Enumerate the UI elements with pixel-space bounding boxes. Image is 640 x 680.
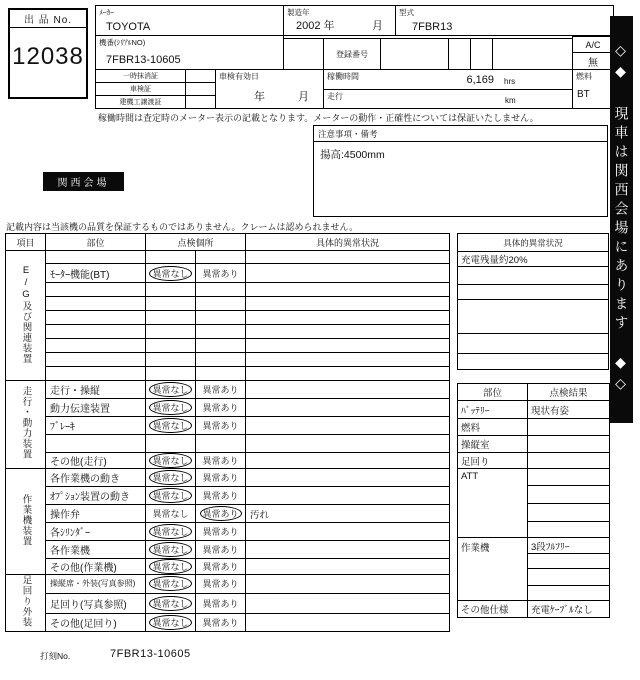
check-ng: 異常あり xyxy=(196,593,246,613)
table-row xyxy=(6,593,450,613)
selected-mark: 異常なし xyxy=(149,266,191,281)
table-row xyxy=(6,283,450,297)
hours-row xyxy=(324,70,572,90)
col-item: 項目 xyxy=(6,234,46,251)
venue-badge: 関西会場 xyxy=(43,172,124,191)
cert-row-2: 車検証 xyxy=(95,82,186,96)
model-value: 7FBR13 xyxy=(412,21,453,33)
table-row xyxy=(458,601,610,618)
table-row xyxy=(6,559,450,575)
table-row xyxy=(6,297,450,311)
certificates-block xyxy=(95,69,216,109)
result-value xyxy=(528,436,610,453)
table-row xyxy=(458,401,610,419)
table-row xyxy=(6,541,450,559)
check-ng: 異常あり xyxy=(196,381,246,399)
maker-value: TOYOTA xyxy=(106,21,151,33)
part-name: ﾌﾞﾚｰｷ xyxy=(46,417,146,435)
table-row xyxy=(6,353,450,367)
selected-mark: 異常なし xyxy=(149,559,191,574)
check-ng xyxy=(196,505,246,523)
detail xyxy=(246,381,450,399)
selected-mark: 異常なし xyxy=(149,488,191,503)
cert-value-3 xyxy=(185,95,216,109)
empty-cell xyxy=(283,38,324,70)
venue-banner xyxy=(610,16,633,423)
part-name: 作業機 xyxy=(458,538,528,601)
result-value xyxy=(528,469,610,486)
part-name: 各ｼﾘﾝﾀﾞｰ xyxy=(46,523,146,541)
abnormality-panel-title: 具体的異常状況 xyxy=(458,234,608,252)
result-value xyxy=(528,453,610,469)
selected-mark: 異常あり xyxy=(200,506,242,521)
abnormality-entry xyxy=(458,285,608,300)
abnormality-entry xyxy=(458,334,608,354)
table-row xyxy=(458,419,610,436)
part-name: 足回り xyxy=(458,453,528,469)
result-value xyxy=(528,586,610,601)
detail: 汚れ xyxy=(246,505,450,523)
hours-unit: hrs xyxy=(504,77,516,86)
meter-note: 稼働時間は査定時のメーター表示の記載となります。メーターの動作・正確性については保証いたしません。 xyxy=(98,113,539,123)
serial-cell xyxy=(95,35,284,70)
check-ok xyxy=(146,487,196,505)
part-name: 走行・操縦 xyxy=(46,381,146,399)
remarks-value: 揚高:4500mm xyxy=(320,149,385,161)
check-ng: 異常あり xyxy=(196,417,246,435)
part-name: 各作業機の動き xyxy=(46,469,146,487)
shaken-cell xyxy=(215,69,324,109)
check-ng: 異常あり xyxy=(196,453,246,469)
detail xyxy=(246,417,450,435)
fuel-value: BT xyxy=(577,89,590,100)
part-name: ATT xyxy=(458,469,528,538)
col-result: 点検結果 xyxy=(528,384,610,401)
group-label-eg: E/G及び関連装置 xyxy=(6,251,46,381)
detail xyxy=(246,469,450,487)
table-row xyxy=(6,264,450,283)
check-ok xyxy=(146,541,196,559)
disclaimer-note: 記載内容は当該機の品質を保証するものではありません。クレームは認められません。 xyxy=(6,222,359,232)
maker-cell xyxy=(95,5,284,36)
selected-mark: 異常なし xyxy=(149,615,191,630)
empty-cell xyxy=(380,38,449,70)
mfg-month-value: 月 xyxy=(372,20,383,32)
fuel-cell xyxy=(572,69,614,109)
table-row xyxy=(6,613,450,631)
check-ok xyxy=(146,613,196,631)
result-value: 3段ﾌﾙﾌﾘｰ xyxy=(528,538,610,554)
col-point: 点検個所 xyxy=(146,234,246,251)
selected-mark: 異常なし xyxy=(149,596,191,611)
ac-value: 無 xyxy=(588,57,598,69)
table-row xyxy=(6,435,450,453)
table-row xyxy=(6,311,450,325)
abnormality-entry: 充電残量約20% xyxy=(458,252,608,267)
selected-mark: 異常なし xyxy=(149,542,191,557)
result-value: 充電ｹｰﾌﾞﾙなし xyxy=(528,601,610,618)
part-name: 操作弁 xyxy=(46,505,146,523)
abnormality-entry xyxy=(458,267,608,285)
model-cell xyxy=(395,5,614,36)
mfg-year-value: 2002 年 xyxy=(296,20,335,32)
selected-mark: 異常なし xyxy=(149,382,191,397)
fuel-label: 燃料 xyxy=(576,72,592,81)
machine-header xyxy=(95,5,614,109)
ac-cell xyxy=(572,36,614,70)
table-row xyxy=(458,538,610,554)
detail xyxy=(246,593,450,613)
lot-number-value: 12038 xyxy=(12,43,84,70)
result-value: 現状有姿 xyxy=(528,401,610,419)
part-name: 動力伝達装置 xyxy=(46,399,146,417)
detail xyxy=(246,264,450,283)
check-ok xyxy=(146,559,196,575)
selected-mark: 異常なし xyxy=(149,470,191,485)
detail xyxy=(246,487,450,505)
detail xyxy=(246,453,450,469)
inspection-table xyxy=(5,233,450,632)
stamp-no-value: 7FBR13-10605 xyxy=(110,648,191,660)
inspection-header-row xyxy=(6,234,450,251)
table-row xyxy=(6,325,450,339)
result-value xyxy=(528,522,610,538)
result-value xyxy=(528,569,610,586)
serial-value: 7FBR13-10605 xyxy=(106,54,181,66)
table-row xyxy=(6,469,450,487)
table-row xyxy=(6,367,450,381)
result-value xyxy=(528,554,610,569)
table-row xyxy=(6,523,450,541)
result-value xyxy=(528,504,610,522)
abnormality-panel xyxy=(457,233,609,370)
check-ok xyxy=(146,264,196,283)
part-name: 各作業機 xyxy=(46,541,146,559)
part-name: その他(作業機) xyxy=(46,559,146,575)
detail xyxy=(246,523,450,541)
cert-value-2 xyxy=(185,82,216,96)
cert-row-1: 一時抹消証 xyxy=(95,69,186,83)
group-label-exterior: 足回り外装 xyxy=(6,575,46,632)
table-row xyxy=(6,399,450,417)
table-row xyxy=(6,381,450,399)
detail xyxy=(246,541,450,559)
table-row xyxy=(458,469,610,486)
check-ng: 異常あり xyxy=(196,575,246,594)
table-row xyxy=(458,436,610,453)
part-name: ｵﾌﾟｼｮﾝ装置の動き xyxy=(46,487,146,505)
stamp-no-label: 打刻No. xyxy=(40,651,71,661)
detail xyxy=(246,559,450,575)
detail xyxy=(246,399,450,417)
table-row xyxy=(6,505,450,523)
check-ok xyxy=(146,575,196,594)
selected-mark: 異常なし xyxy=(149,400,191,415)
part-name: その他(走行) xyxy=(46,453,146,469)
serial-label: 機番(ｼﾘｱﾙNO) xyxy=(99,38,146,47)
travel-label: 走行 xyxy=(327,92,343,101)
mfg-year-label: 製造年 xyxy=(287,8,310,17)
remarks-title: 注意事項・備考 xyxy=(314,126,607,142)
shaken-label: 車検有効日 xyxy=(219,72,259,81)
table-row xyxy=(6,417,450,435)
hours-cell xyxy=(323,69,573,109)
venue-banner-text: ◇◆ 現車は関西会場にあります ◆◇ xyxy=(613,42,630,397)
lot-number-label: 出 品 No. xyxy=(10,10,86,28)
check-ng: 異常あり xyxy=(196,487,246,505)
selected-mark: 異常なし xyxy=(149,453,191,468)
selected-mark: 異常なし xyxy=(149,418,191,433)
check-ok xyxy=(146,399,196,417)
part-name: 操縦席・外装(写真参照) xyxy=(46,575,146,594)
check-ok xyxy=(146,417,196,435)
table-row xyxy=(6,487,450,505)
travel-unit: km xyxy=(505,96,516,105)
table-row xyxy=(6,453,450,469)
result-value xyxy=(528,419,610,436)
empty-cell xyxy=(470,38,493,70)
detail xyxy=(246,575,450,594)
check-ng: 異常あり xyxy=(196,523,246,541)
part-name: 燃料 xyxy=(458,419,528,436)
group-label-drive: 走行・動力装置 xyxy=(6,381,46,469)
table-row xyxy=(6,575,450,594)
check-ok xyxy=(146,523,196,541)
part-name: ﾊﾞｯﾃﾘｰ xyxy=(458,401,528,419)
hours-label: 稼働時間 xyxy=(327,72,359,81)
check-ok xyxy=(146,453,196,469)
part-name: 操縦室 xyxy=(458,436,528,453)
result-table xyxy=(457,383,610,618)
col-part: 部位 xyxy=(46,234,146,251)
col-part: 部位 xyxy=(458,384,528,401)
shaken-month: 月 xyxy=(298,91,309,103)
cert-value-1 xyxy=(185,69,216,83)
table-row xyxy=(458,453,610,469)
maker-label: ﾒｰｶｰ xyxy=(99,8,114,17)
check-ng: 異常あり xyxy=(196,469,246,487)
travel-row xyxy=(324,90,572,109)
selected-mark: 異常なし xyxy=(149,524,191,539)
empty-cell xyxy=(492,38,573,70)
check-ng: 異常あり xyxy=(196,264,246,283)
abnormality-entry xyxy=(458,354,608,369)
ac-label: A/C xyxy=(573,37,613,53)
detail xyxy=(246,613,450,631)
check-ng: 異常あり xyxy=(196,559,246,575)
group-label-attachment: 作業機装置 xyxy=(6,469,46,575)
table-row xyxy=(6,251,450,264)
hours-value: 6,169 xyxy=(466,74,494,86)
check-ok xyxy=(146,381,196,399)
cert-row-3: 建機工譲渡証 xyxy=(95,95,186,109)
part-name: ﾓｰﾀｰ機能(BT) xyxy=(46,264,146,283)
empty-cell xyxy=(448,38,471,70)
check-ng: 異常あり xyxy=(196,613,246,631)
mfg-year-cell xyxy=(283,5,396,36)
check-ok xyxy=(146,593,196,613)
table-row xyxy=(6,339,450,353)
col-detail: 具体的異常状況 xyxy=(246,234,450,251)
check-ok xyxy=(146,469,196,487)
part-name: その他仕様 xyxy=(458,601,528,618)
shaken-year: 年 xyxy=(254,91,265,103)
abnormality-entry xyxy=(458,300,608,334)
result-header-row xyxy=(458,384,610,401)
check-ng: 異常あり xyxy=(196,399,246,417)
registration-cell: 登録番号 xyxy=(323,38,381,70)
selected-mark: 異常なし xyxy=(149,576,191,591)
check-ng: 異常あり xyxy=(196,541,246,559)
result-value xyxy=(528,486,610,504)
part-name: 足回り(写真参照) xyxy=(46,593,146,613)
remarks-box xyxy=(313,125,608,217)
part-name: その他(足回り) xyxy=(46,613,146,631)
lot-number-box xyxy=(8,8,88,99)
model-label: 型式 xyxy=(399,8,414,17)
check-ok: 異常なし xyxy=(146,505,196,523)
